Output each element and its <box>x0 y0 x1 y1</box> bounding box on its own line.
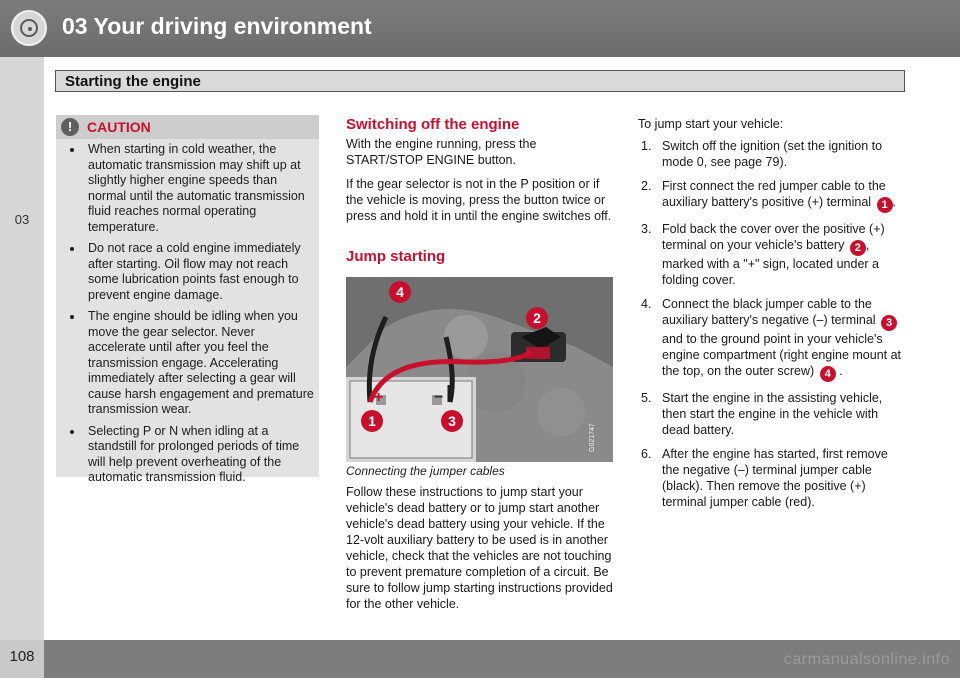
step-number: 2. <box>641 179 652 193</box>
caution-item: Selecting P or N when idling at a standstill for prolonged periods of time will help prevent overheating of the automatic transmission fluid. <box>56 424 314 486</box>
switching-off-para-2: If the gear selector is not in the P position or if the vehicle is moving, press the button twice or press and hold it in until the engine switches off. <box>346 177 612 223</box>
step-item <box>638 178 908 213</box>
chapter-header <box>0 0 960 57</box>
section-header <box>55 70 905 92</box>
step-text: After the engine has started, first remove the negative (–) terminal jumper cable (black). Then remove the positive (+) terminal jumper cable (red). <box>662 447 888 509</box>
section-title: Starting the engine <box>65 73 201 90</box>
step-text: Fold back the cover over the positive (+) terminal on your vehicle's battery <box>662 222 885 252</box>
battery-plus-sign: + <box>374 389 384 406</box>
page-footer <box>0 640 960 678</box>
jumper-cable-illustration <box>346 277 613 462</box>
caution-header <box>56 115 319 139</box>
step-text: Switch off the ignition (set the ignition to mode 0, see page 79). <box>662 139 883 169</box>
figure-code: G021747 <box>589 423 596 452</box>
watermark: carmanualsonline.info <box>783 651 950 668</box>
callout-badge-3: 3 <box>881 315 897 331</box>
middle-column <box>346 116 616 265</box>
switching-off-heading: Switching off the engine <box>346 116 520 133</box>
step-number: 4. <box>641 297 652 311</box>
step-number: 1. <box>641 139 652 153</box>
step-text-tail: . <box>835 364 843 378</box>
step-number: 3. <box>641 222 652 236</box>
callout-4: 4 <box>389 281 411 303</box>
step-item <box>638 221 908 288</box>
step-item <box>638 296 908 382</box>
caution-list <box>56 142 314 492</box>
caution-item: The engine should be idling when you move the gear selector. Never accelerate until after you feel the transmission engage. Accelerating immediately after selecting a gear will cause harsh engagement and premature transmission wear. <box>56 309 314 418</box>
chapter-tab-label: 03 <box>14 212 30 227</box>
volvo-logo-icon <box>11 10 47 46</box>
page-number: 108 <box>9 648 35 665</box>
callout-badge-4: 4 <box>820 366 836 382</box>
warning-icon: ! <box>61 118 79 136</box>
callout-1: 1 <box>361 410 383 432</box>
instructions-intro: To jump start your vehicle: <box>638 117 784 131</box>
callout-3: 3 <box>441 410 463 432</box>
engine-bay-drawing <box>346 277 613 462</box>
step-number: 5. <box>641 391 652 405</box>
caution-item: Do not race a cold engine immediately after starting. Oil flow may not reach some lubrication points fast enough to prevent engine damage. <box>56 241 314 303</box>
step-text: First connect the red jumper cable to the auxiliary battery's positive (+) terminal <box>662 179 886 209</box>
battery-minus-sign: − <box>434 389 444 406</box>
page-number-tab <box>0 640 44 678</box>
step-item <box>638 138 908 170</box>
jump-starting-para: Follow these instructions to jump start your vehicle's dead battery or to jump start another vehicle's dead battery using your vehicle. If the 12-volt auxiliary battery to be used is in another vehicle, check that the vehicles are not touching to prevent premature completion of a circuit. Be sure to follow jump starting instructions provided for the other vehicle. <box>346 485 613 611</box>
step-text-tail: and to the ground point in your vehicle's engine compartment (right engine mount at the top, on the outer screw) <box>662 332 902 378</box>
step-item <box>638 446 908 510</box>
right-column <box>638 116 908 518</box>
step-text: Connect the black jumper cable to the auxiliary battery's negative (–) terminal <box>662 297 876 327</box>
caution-title: CAUTION <box>87 119 151 135</box>
chapter-title: 03 Your driving environment <box>62 13 372 39</box>
step-text-tail: . <box>892 195 897 209</box>
jump-starting-heading: Jump starting <box>346 248 446 265</box>
step-item <box>638 390 908 438</box>
step-number: 6. <box>641 447 652 461</box>
step-text: Start the engine in the assisting vehicle, then start the engine in the vehicle with dead battery. <box>662 391 883 437</box>
step-text-tail: , marked with a "+" sign, located under a folding cover. <box>662 238 879 287</box>
switching-off-para-1: With the engine running, press the START/STOP ENGINE button. <box>346 137 537 167</box>
callout-2: 2 <box>526 307 548 329</box>
callout-badge-1: 1 <box>877 197 893 213</box>
figure-caption: Connecting the jumper cables <box>346 464 505 478</box>
callout-badge-2: 2 <box>850 240 866 256</box>
jump-start-steps <box>638 138 908 510</box>
caution-item: When starting in cold weather, the automatic transmission may shift up at slightly higher engine speeds than normal until the automatic transmission fluid reaches normal operating temperature. <box>56 142 314 235</box>
chapter-gutter <box>0 57 44 640</box>
caution-box <box>56 115 319 484</box>
